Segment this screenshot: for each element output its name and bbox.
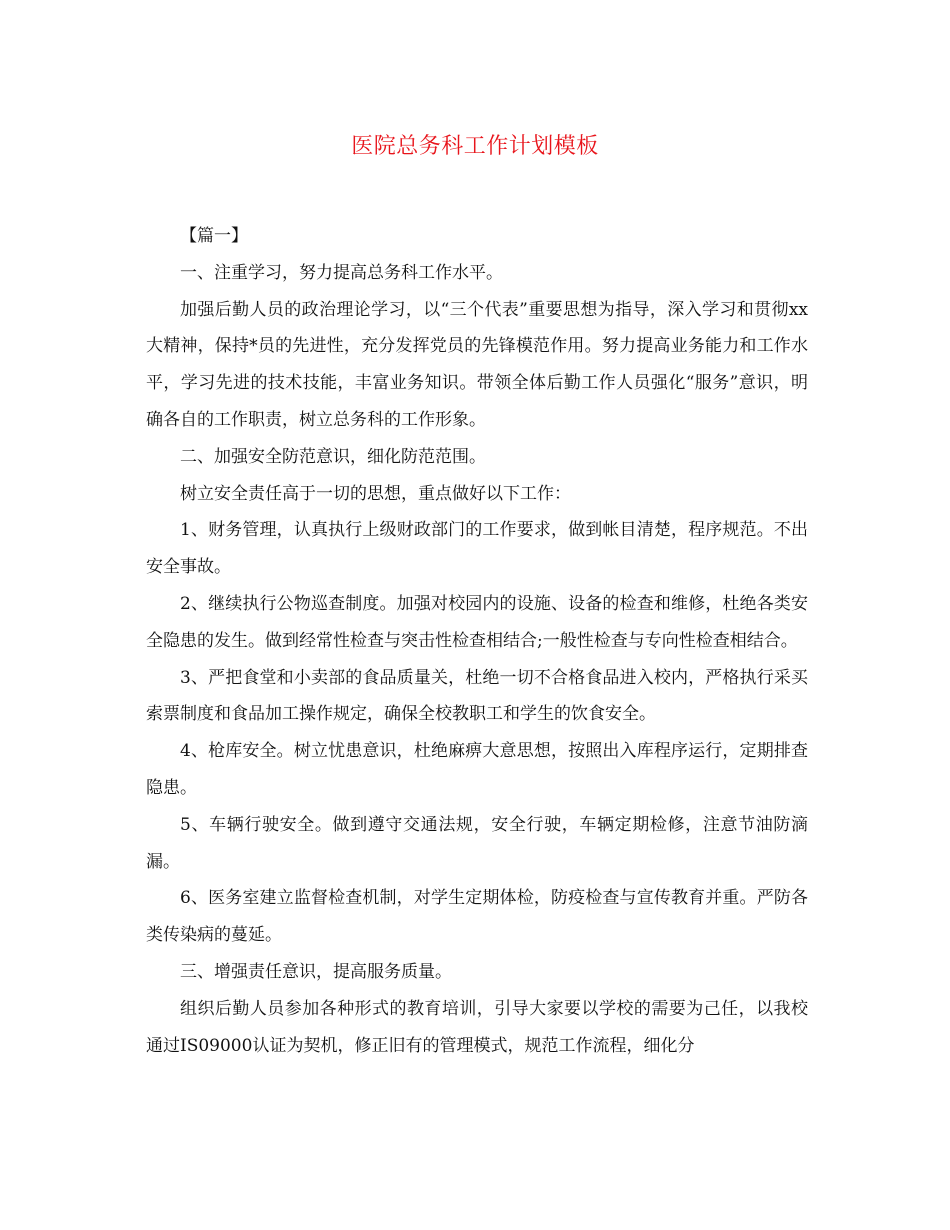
document-title: 医院总务科工作计划模板 bbox=[351, 134, 599, 159]
item-clinic: 6、医务室建立监督检查机制，对学生定期体检，防疫检查与宣传教育并重。严防各类传染病的蔓延。 bbox=[146, 888, 808, 946]
item-inspection: 2、继续执行公物巡查制度。加强对校园内的设施、设备的检查和维修，杜绝各类安全隐患的发生。做到经常性检查与突击性检查相结合;一般性检查与专向性检查相结合。 bbox=[146, 593, 808, 651]
paragraph-study: 加强后勤人员的政治理论学习，以“三个代表”重要思想为指导，深入学习和贯彻xx大精神，保持*员的先进性，充分发挥党员的先锋模范作用。努力提高业务能力和工作水平，学习先进的技术技能，丰富业务知识。带领全体后勤工作人员强化“服务”意识，明确各自的工作职责，树立总务科的工作形象。 bbox=[146, 299, 808, 430]
paragraph-training: 组织后勤人员参加各种形式的教育培训，引导大家要以学校的需要为己任，以我校通过IS09000认证为契机，修正旧有的管理模式，规范工作流程，细化分 bbox=[146, 998, 808, 1056]
item-vehicle: 5、车辆行驶安全。做到遵守交通法规，安全行驶，车辆定期检修，注意节油防滴漏。 bbox=[146, 814, 808, 872]
heading-study: 一、注重学习，努力提高总务科工作水平。 bbox=[180, 262, 503, 283]
paragraph-safety-intro: 树立安全责任高于一切的思想，重点做好以下工作： bbox=[180, 483, 571, 504]
item-food-safety: 3、严把食堂和小卖部的食品质量关，杜绝一切不合格食品进入校内，严格执行采买索票制度和食品加工操作规定，确保全校教职工和学生的饮食安全。 bbox=[146, 667, 808, 725]
heading-safety: 二、加强安全防范意识，细化防范范围。 bbox=[180, 446, 486, 467]
section-heading-part-one: 【篇一】 bbox=[180, 226, 248, 246]
heading-responsibility: 三、增强责任意识，提高服务质量。 bbox=[180, 961, 452, 982]
item-armory: 4、枪库安全。树立忧患意识，杜绝麻痹大意思想，按照出入库程序运行，定期排查隐患。 bbox=[146, 741, 808, 798]
document-body bbox=[146, 218, 808, 1064]
item-finance: 1、财务管理，认真执行上级财政部门的工作要求，做到帐目清楚，程序规范。不出安全事故。 bbox=[146, 520, 808, 578]
